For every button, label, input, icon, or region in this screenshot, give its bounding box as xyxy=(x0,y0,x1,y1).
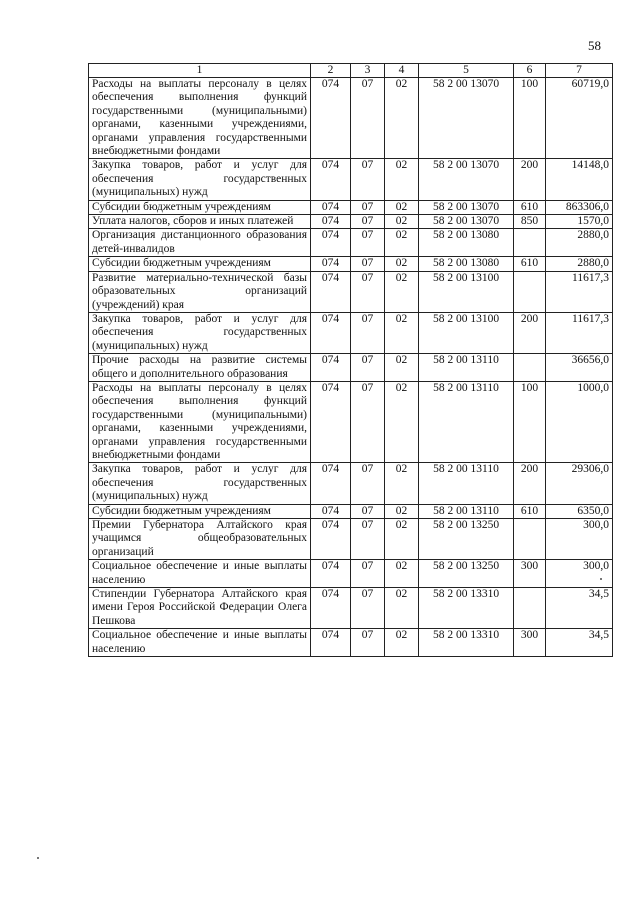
section-code: 07 xyxy=(351,200,385,214)
row-name: Субсидии бюджетным учреждениям xyxy=(89,257,311,271)
table-body xyxy=(89,78,613,657)
row-name: Развитие материально-технической базы образовательных организаций (учреждений) края xyxy=(89,271,311,312)
subsection-code: 02 xyxy=(385,588,419,629)
table-row xyxy=(89,560,613,588)
column-header: 2 xyxy=(311,64,351,78)
subsection-code: 02 xyxy=(385,629,419,657)
expense-type: 100 xyxy=(514,381,546,462)
row-name: Закупка товаров, работ и услуг для обеспечения государственных (муниципальных) нужд xyxy=(89,312,311,353)
expense-type: 610 xyxy=(514,257,546,271)
section-code: 07 xyxy=(351,78,385,159)
expense-type xyxy=(514,354,546,382)
amount: 1000,0 xyxy=(546,381,613,462)
column-header: 5 xyxy=(419,64,514,78)
row-name: Расходы на выплаты персоналу в целях обеспечения выполнения функций государственными (муниципальными) органами, казенными учреждениями, органами управления государственными внебюджетными фондами xyxy=(89,78,311,159)
row-name: Стипендии Губернатора Алтайского края имени Героя Российской Федерации Олега Пешкова xyxy=(89,588,311,629)
target-article: 58 2 00 13070 xyxy=(419,159,514,200)
amount: 1570,0 xyxy=(546,215,613,229)
amount: 2880,0 xyxy=(546,257,613,271)
target-article: 58 2 00 13310 xyxy=(419,629,514,657)
section-code: 07 xyxy=(351,312,385,353)
ministry-code: 074 xyxy=(311,78,351,159)
amount: 14148,0 xyxy=(546,159,613,200)
target-article: 58 2 00 13250 xyxy=(419,519,514,560)
ministry-code: 074 xyxy=(311,229,351,257)
target-article: 58 2 00 13100 xyxy=(419,312,514,353)
ministry-code: 074 xyxy=(311,257,351,271)
amount: 11617,3 xyxy=(546,271,613,312)
table-row xyxy=(89,78,613,159)
subsection-code: 02 xyxy=(385,78,419,159)
table-row xyxy=(89,271,613,312)
target-article: 58 2 00 13070 xyxy=(419,215,514,229)
target-article: 58 2 00 13100 xyxy=(419,271,514,312)
expense-type xyxy=(514,271,546,312)
column-header: 6 xyxy=(514,64,546,78)
table-row xyxy=(89,463,613,504)
amount: 34,5 xyxy=(546,629,613,657)
section-code: 07 xyxy=(351,463,385,504)
section-code: 07 xyxy=(351,229,385,257)
subsection-code: 02 xyxy=(385,354,419,382)
table-row xyxy=(89,200,613,214)
row-name: Субсидии бюджетным учреждениям xyxy=(89,200,311,214)
subsection-code: 02 xyxy=(385,381,419,462)
subsection-code: 02 xyxy=(385,560,419,588)
target-article: 58 2 00 13080 xyxy=(419,257,514,271)
ministry-code: 074 xyxy=(311,271,351,312)
table-row xyxy=(89,504,613,518)
row-name: Организация дистанционного образования детей-инвалидов xyxy=(89,229,311,257)
column-header: 3 xyxy=(351,64,385,78)
budget-table xyxy=(88,63,613,657)
amount: 300,0 xyxy=(546,560,613,588)
row-name: Премии Губернатора Алтайского края учащимся общеобразовательных организаций xyxy=(89,519,311,560)
table-row xyxy=(89,229,613,257)
ministry-code: 074 xyxy=(311,159,351,200)
ministry-code: 074 xyxy=(311,200,351,214)
subsection-code: 02 xyxy=(385,215,419,229)
amount: 863306,0 xyxy=(546,200,613,214)
row-name: Уплата налогов, сборов и иных платежей xyxy=(89,215,311,229)
expense-type: 300 xyxy=(514,560,546,588)
ministry-code: 074 xyxy=(311,463,351,504)
ministry-code: 074 xyxy=(311,629,351,657)
subsection-code: 02 xyxy=(385,200,419,214)
table-row xyxy=(89,354,613,382)
ministry-code: 074 xyxy=(311,381,351,462)
column-header: 1 xyxy=(89,64,311,78)
ministry-code: 074 xyxy=(311,588,351,629)
subsection-code: 02 xyxy=(385,463,419,504)
expense-type: 850 xyxy=(514,215,546,229)
subsection-code: 02 xyxy=(385,229,419,257)
section-code: 07 xyxy=(351,560,385,588)
table-row xyxy=(89,215,613,229)
amount: 60719,0 xyxy=(546,78,613,159)
target-article: 58 2 00 13310 xyxy=(419,588,514,629)
subsection-code: 02 xyxy=(385,519,419,560)
target-article: 58 2 00 13070 xyxy=(419,78,514,159)
target-article: 58 2 00 13110 xyxy=(419,463,514,504)
row-name: Прочие расходы на развитие системы общего и дополнительного образования xyxy=(89,354,311,382)
section-code: 07 xyxy=(351,381,385,462)
section-code: 07 xyxy=(351,257,385,271)
row-name: Социальное обеспечение и иные выплаты населению xyxy=(89,629,311,657)
expense-type xyxy=(514,519,546,560)
section-code: 07 xyxy=(351,519,385,560)
row-name: Расходы на выплаты персоналу в целях обеспечения выполнения функций государственными (муниципальными) органами, казенными учреждениями, органами управления государственными внебюджетными фондами xyxy=(89,381,311,462)
column-header: 7 xyxy=(546,64,613,78)
ministry-code: 074 xyxy=(311,215,351,229)
expense-type: 100 xyxy=(514,78,546,159)
table-row xyxy=(89,629,613,657)
row-name: Субсидии бюджетным учреждениям xyxy=(89,504,311,518)
page-number: 58 xyxy=(588,38,601,53)
section-code: 07 xyxy=(351,271,385,312)
expense-type: 300 xyxy=(514,629,546,657)
ministry-code: 074 xyxy=(311,560,351,588)
amount: 11617,3 xyxy=(546,312,613,353)
column-number-row xyxy=(89,64,613,78)
scan-speck xyxy=(37,857,39,859)
target-article: 58 2 00 13080 xyxy=(419,229,514,257)
table-row xyxy=(89,519,613,560)
table-row xyxy=(89,159,613,200)
section-code: 07 xyxy=(351,504,385,518)
subsection-code: 02 xyxy=(385,504,419,518)
target-article: 58 2 00 13250 xyxy=(419,560,514,588)
ministry-code: 074 xyxy=(311,312,351,353)
expense-type: 610 xyxy=(514,504,546,518)
expense-type: 200 xyxy=(514,463,546,504)
column-header: 4 xyxy=(385,64,419,78)
target-article: 58 2 00 13070 xyxy=(419,200,514,214)
amount: 300,0 xyxy=(546,519,613,560)
row-name: Социальное обеспечение и иные выплаты населению xyxy=(89,560,311,588)
expense-type: 610 xyxy=(514,200,546,214)
ministry-code: 074 xyxy=(311,519,351,560)
expense-type: 200 xyxy=(514,159,546,200)
ministry-code: 074 xyxy=(311,504,351,518)
section-code: 07 xyxy=(351,588,385,629)
row-name: Закупка товаров, работ и услуг для обеспечения государственных (муниципальных) нужд xyxy=(89,159,311,200)
section-code: 07 xyxy=(351,629,385,657)
table-row xyxy=(89,257,613,271)
target-article: 58 2 00 13110 xyxy=(419,354,514,382)
subsection-code: 02 xyxy=(385,257,419,271)
amount: 2880,0 xyxy=(546,229,613,257)
subsection-code: 02 xyxy=(385,312,419,353)
table-row xyxy=(89,381,613,462)
target-article: 58 2 00 13110 xyxy=(419,381,514,462)
subsection-code: 02 xyxy=(385,271,419,312)
table-row xyxy=(89,588,613,629)
expense-type xyxy=(514,588,546,629)
amount: 6350,0 xyxy=(546,504,613,518)
row-name: Закупка товаров, работ и услуг для обеспечения государственных (муниципальных) нужд xyxy=(89,463,311,504)
section-code: 07 xyxy=(351,159,385,200)
subsection-code: 02 xyxy=(385,159,419,200)
amount: 29306,0 xyxy=(546,463,613,504)
expense-type: 200 xyxy=(514,312,546,353)
scan-speck xyxy=(600,578,602,580)
table-row xyxy=(89,312,613,353)
ministry-code: 074 xyxy=(311,354,351,382)
section-code: 07 xyxy=(351,215,385,229)
amount: 34,5 xyxy=(546,588,613,629)
amount: 36656,0 xyxy=(546,354,613,382)
section-code: 07 xyxy=(351,354,385,382)
target-article: 58 2 00 13110 xyxy=(419,504,514,518)
expense-type xyxy=(514,229,546,257)
